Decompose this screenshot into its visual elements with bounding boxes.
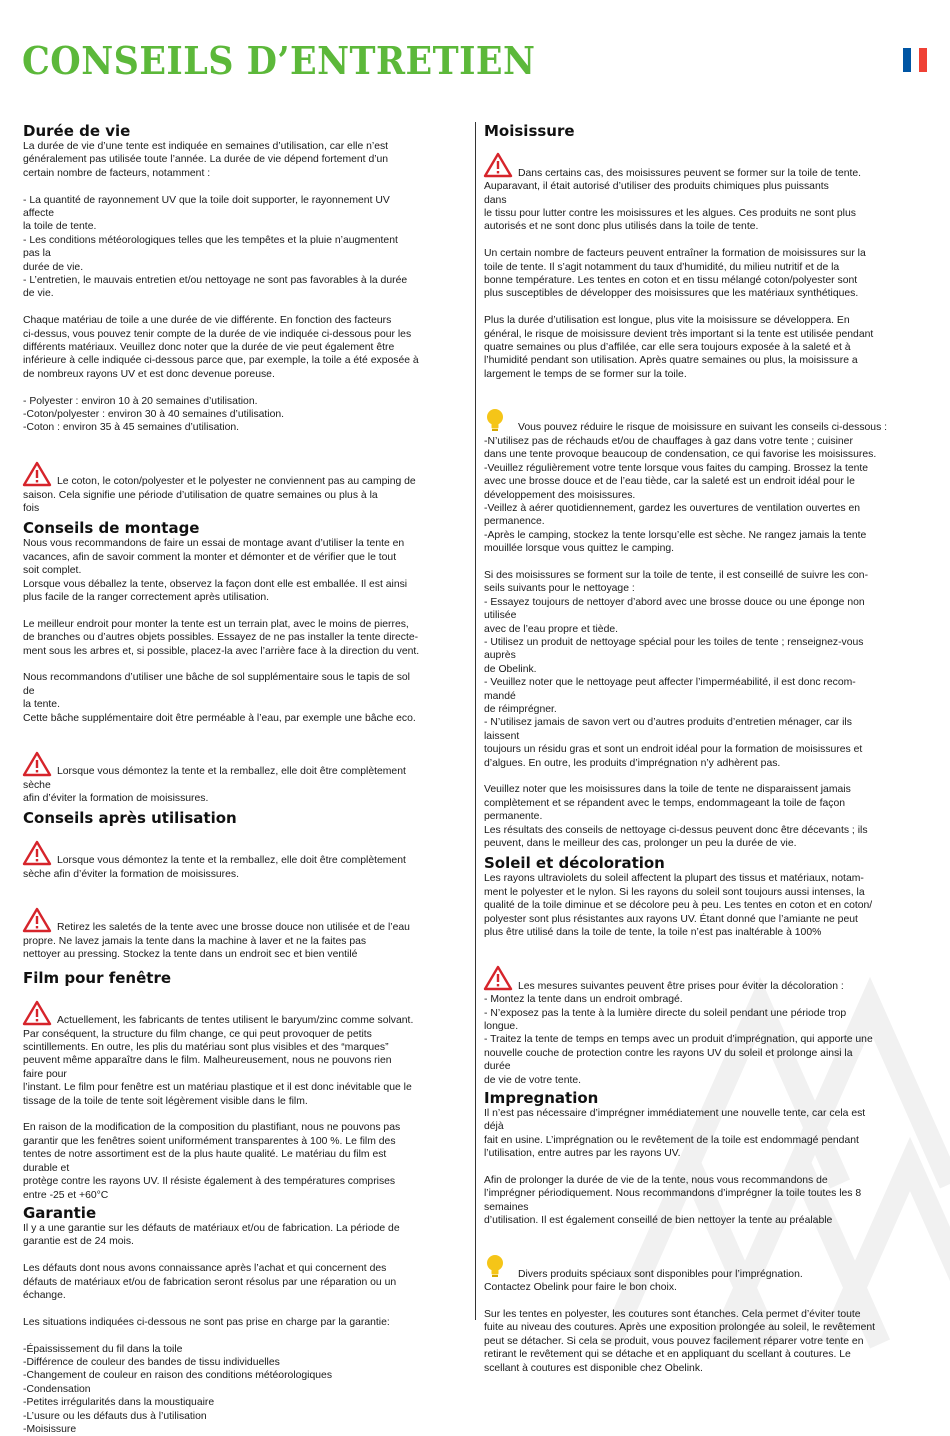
- warning-note: [23, 738, 470, 805]
- section-heading-apres: Conseils après utilisation: [23, 809, 237, 828]
- paragraph: Afin de prolonger la durée de vie de la tente, nous vous recommandons de l’imprégner périodiquement. Nous recommandons d’imprégner la toile toutes les 8 semaines d’utilisation. Il est également conseillé de bien nettoyer la tente au préalable: [484, 1174, 862, 1227]
- paragraph: Les rayons ultraviolets du soleil affectent la plupart des tissus et matériaux, notam- ment le polyester et le nylon. Si les rayons du soleil sont toujours aussi intenses, la qualité de la toile diminue et se décolore peu à peu. Les tentes en coton et en coton/ polyester sont plus résistantes aux rayons UV. Étant donné que l’amiante ne peut plus être utilisé dans la toile de tente, la toile n’est pas inaltérable à 100%: [484, 873, 873, 939]
- warning-note: [23, 987, 470, 1108]
- paragraph: - La quantité de rayonnement UV que la toile doit supporter, le rayonnement UV affecte la toile de tente. - Les conditions météorologiques telles que les tempêtes et la pluie n’augmentent pas la durée de vie. - L’entretien, le mauvais entretien et/ou nettoyage ne sont pas favorables à la durée de vie.: [23, 194, 408, 300]
- section-heading-garantie: Garantie: [23, 1203, 97, 1222]
- section-heading-film: Film pour fenêtre: [23, 969, 172, 988]
- warning-text: Lorsque vous démontez la tente et la remballez, elle doit être complètement sèche afin d’éviter la formation de moisissures.: [23, 766, 406, 804]
- warning-icon: [23, 841, 51, 865]
- paragraph: -Épaississement du fil dans la toile -Différence de couleur des bandes de tissu individuelles -Changement de couleur en raison des conditions météorologiques -Condensation -Petites irrégularités dans la moustiquaire -L’usure ou les défauts dus à l’utilisation -Moisissure: [23, 1343, 333, 1435]
- paragraph: Si des moisissures se forment sur la toile de tente, il est conseillé de suivre les con- seils suivants pour le nettoyage : - Essayez toujours de nettoyer d’abord avec une brosse douce ou une éponge non utilisée avec de l’eau propre et tiède. - Utilisez un produit de nettoyage spécial pour les toiles de tente ; renseignez-vous auprès de Obelink. - Veuillez noter que le nettoyage peut affecter l’imperméabilité, il est donc recom- mandé de réimprégner. - N’utilisez jamais de savon vert ou d’autres produits d’entretien ménager, car ils laissent toujours un résidu gras et sont un endroit idéal pour la formation de moisissures et d’algues. En outre, les produits d’imprégnation n’y adhèrent pas.: [484, 569, 869, 769]
- paragraph: Chaque matériau de toile a une durée de vie différente. En fonction des facteurs ci-dessus, vous pouvez tenir compte de la durée de vie indiquée ci-dessous pour les différents matériaux. Veuillez donc noter que la durée de vie peut également être inférieure à celle indiquée ci-dessous parce que, par exemple, la toile a été exposée à de nombreux rayons UV et est donc devenue poreuse.: [23, 315, 419, 380]
- warning-icon: [484, 966, 512, 990]
- section-heading-duree: Durée de vie: [23, 122, 131, 140]
- warning-text: Le coton, le coton/polyester et le polyester ne conviennent pas au camping de saison. Cela signifie une période d’utilisation de quatre semaines ou plus à la fois: [23, 476, 416, 514]
- paragraph: Il y a une garantie sur les défauts de matériaux et/ou de fabrication. La période de garantie est de 24 mois.: [23, 1222, 400, 1248]
- paragraph: Un certain nombre de facteurs peuvent entraîner la formation de moisissures sur la toile de tente. Il s’agit notamment du taux d’humidité, du milieu nutritif et de la bonne température. Les tentes en coton et en tissu mélangé coton/polyester sont plus susceptibles de développer des moisissures que les matériaux synthétiques.: [484, 248, 866, 300]
- paragraph: En raison de la modification de la composition du plastifiant, nous ne pouvons pas garantir que les fenêtres soient uniformément transparentes à 100 %. Le film des tentes de notre assortiment est de la plus haute qualité. Le matériau du film est durable et protège contre les rayons UV. Il résiste également à des températures comprises entre -25 et +60°C: [23, 1122, 401, 1201]
- left-column: [23, 122, 470, 1436]
- lightbulb-icon: [484, 1254, 512, 1278]
- warning-note: [23, 894, 470, 961]
- warning-text: Lorsque vous démontez la tente et la remballez, elle doit être complètement sèche afin d’éviter la formation de moisissures.: [23, 855, 406, 880]
- warning-text: Dans certains cas, des moisissures peuvent se former sur la toile de tente. Auparavant, il était autorisé d’utiliser des produits chimiques plus puissants dans le tissu pour lutter contre les moisissures et les algues. Ces produits ne sont plus autorisés et ne sont donc plus utilisés dans la toile de tente.: [484, 167, 862, 233]
- warning-note: [484, 953, 929, 1087]
- paragraph: - Polyester : environ 10 à 20 semaines d’utilisation. -Coton/polyester : environ 30 à 40 semaines d’utilisation. -Coton : environ 35 à 45 semaines d’utilisation.: [23, 395, 285, 434]
- warning-text: Retirez les saletés de la tente avec une brosse douce non utilisée et de l’eau propre. Ne lavez jamais la tente dans la machine à laver et ne la faites pas nettoyer au pressing. Stockez la tente dans un endroit sec et bien ventilé: [23, 922, 410, 961]
- warning-icon: [23, 752, 51, 776]
- tip-text: Divers produits spéciaux sont disponibles pour l’imprégnation. Contactez Obelink pour faire le bon choix.: [484, 1268, 803, 1294]
- right-column: [484, 122, 929, 1375]
- column-divider: [475, 122, 476, 1320]
- french-flag-icon: [903, 48, 927, 72]
- paragraph: Les situations indiquées ci-dessous ne sont pas prise en charge par la garantie:: [23, 1316, 390, 1328]
- paragraph: La durée de vie d’une tente est indiquée en semaines d’utilisation, car elle n’est généralement pas utilisée toute l’année. La durée de vie dépend fortement d’un certain nombre de facteurs, notamment :: [23, 141, 389, 179]
- warning-note: [484, 140, 929, 234]
- paragraph: Le meilleur endroit pour monter la tente est un terrain plat, avec le moins de pierres, de branches ou d’autres objets possibles. Essayez de ne pas installer la tente directe- ment sous les arbres et, si possible, placez-la avec l’arrière face à la direction du vent.: [23, 618, 420, 657]
- paragraph: Il n’est pas nécessaire d’imprégner immédiatement une nouvelle tente, car cela est déjà fait en usine. L’imprégnation ou le revêtement de la toile est endommagé pendant l’utilisation, entre autres par les rayons UV.: [484, 1107, 866, 1160]
- paragraph: Les défauts dont nous avons connaissance après l’achat et qui concernent des défauts de matériaux et/ou de fabrication seront résolus par une réparation ou un échange.: [23, 1263, 397, 1301]
- section-heading-soleil: Soleil et décoloration: [484, 854, 665, 873]
- lightbulb-icon: [484, 408, 512, 432]
- paragraph: Nous vous recommandons de faire un essai de montage avant d’utiliser la tente en vacances, afin de savoir comment la monter et démonter et de vérifier que le tout soit complet. Lorsque vous déballez la tente, observez la façon dont elle est emballée. Il est ainsi plus facile de la ranger correctement après utilisation.: [23, 538, 408, 603]
- section-heading-impregnation: Impregnation: [484, 1088, 599, 1107]
- warning-icon: [23, 908, 51, 932]
- paragraph: Nous recommandons d’utiliser une bâche de sol supplémentaire sous le tapis de sol de la tente. Cette bâche supplémentaire doit être perméable à l’eau, par exemple une bâche eco.: [23, 672, 416, 724]
- paragraph: Sur les tentes en polyester, les coutures sont étanches. Cela permet d’éviter toute fuite au niveau des coutures. Après une exposition prolongée au soleil, le revêtement peut se détacher. Si cela se produit, vous pouvez facilement réparer votre tente en retirant le revêtement qui se détache et en appliquant du scellant à coutures. Le scellant à coutures est disponible chez Obelink.: [484, 1308, 876, 1374]
- warning-text: Les mesures suivantes peuvent être prises pour éviter la décoloration : - Montez la tente dans un endroit ombragé. - N’exposez pas la tente à la lumière directe du soleil pendant une période trop longue. - Traitez la tente de temps en temps avec un produit d’imprégnation, qui apporte une nouvelle couche de protection contre les rayons UV du soleil et prolonge ainsi la durée de vie de votre tente.: [484, 980, 873, 1086]
- section-heading-montage: Conseils de montage: [23, 519, 200, 538]
- warning-note: [23, 448, 470, 515]
- tip-note: [484, 1241, 929, 1295]
- tip-text: Vous pouvez réduire le risque de moisissure en suivant les conseils ci-dessous : -N’utilisez pas de réchauds et/ou de chauffages à gaz dans votre tente ; cuisiner dans une tente provoque beaucoup de condensation, ce qui favorise les moisissures. -Veuillez régulièrement votre tente lorsque vous faites du camping. Brossez la tente avec une brosse douce et de l’eau tiède, car la saleté est un endroit idéal pour le développement des moisissures. -Veillez à aérer quotidiennement, gardez les ouvertures de ventilation ouvertes en permanence. -Après le camping, stockez la tente lorsqu’elle est sèche. Ne rangez jamais la tente mouillée lorsque vous quittez le camping.: [484, 422, 888, 555]
- warning-icon: [23, 1001, 51, 1025]
- paragraph: Plus la durée d’utilisation est longue, plus vite la moisissure se développera. En général, le risque de moisissure devient très important si la tente est utilisée pendant quatre semaines ou plus d’affilée, car elle sera toujours exposée à la saleté et à l’humidité pendant son utilisation. Après quatre semaines ou plus, la moisissure a largement le temps de se former sur la toile.: [484, 315, 874, 380]
- warning-icon: [484, 153, 512, 177]
- page-title: CONSEILS D’ENTRETIEN: [22, 38, 536, 83]
- warning-text: Actuellement, les fabricants de tentes utilisent le baryum/zinc comme solvant. Par conséquent, la structure du film change, ce qui peut provoquer de petits scintillements. En outre, les plis du matériau sont plus visibles et des “marques” peuvent même apparaître dans le film. Malheureusement, nous ne pouvons rien faire pour l’instant. Le film pour fenêtre est un matériau plastique et il est donc inévitable que le tissage de la toile de tente soit légèrement visible dans le film.: [23, 1015, 414, 1107]
- warning-icon: [23, 462, 51, 486]
- paragraph: Veuillez noter que les moisissures dans la toile de tente ne disparaissent jamais complètement et se répandent avec le temps, endommageant la toile de façon permanente. Les résultats des conseils de nettoyage ci-dessus peuvent donc être décevants ; ils peuvent, dans le meilleur des cas, prolonger un peu la durée de vie.: [484, 784, 868, 850]
- section-heading-moisissure: Moisissure: [484, 122, 575, 140]
- tip-note: [484, 395, 929, 556]
- warning-note: [23, 827, 470, 881]
